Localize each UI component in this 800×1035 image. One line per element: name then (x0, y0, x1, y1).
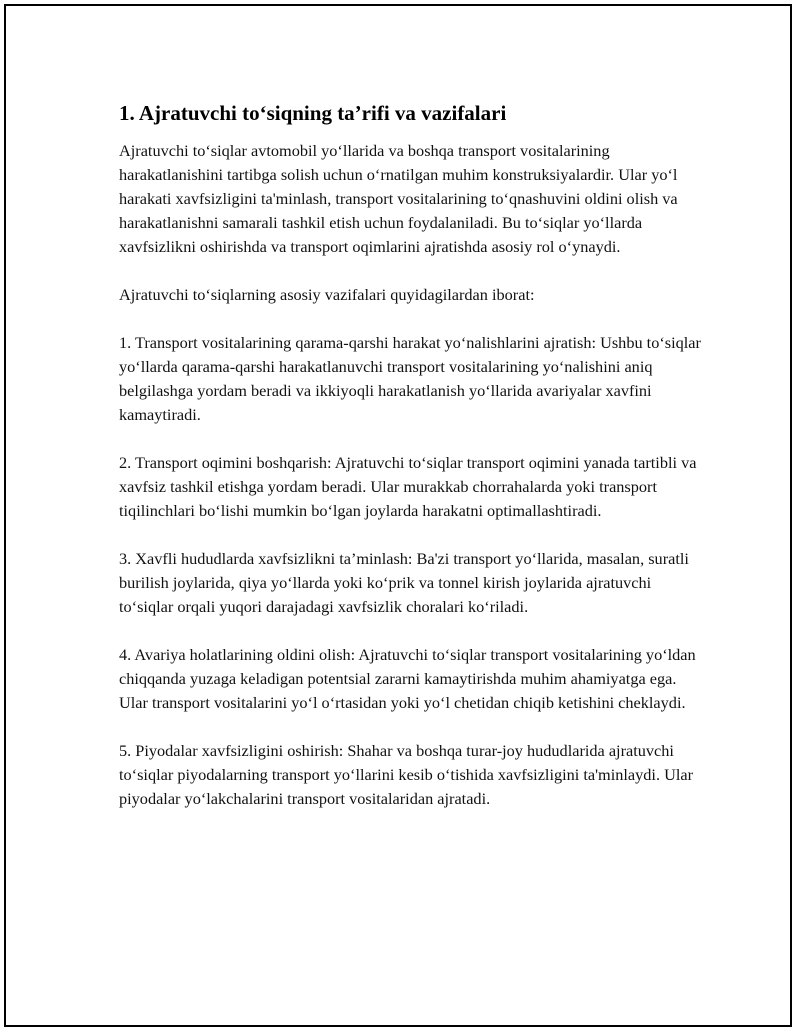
page-frame (4, 4, 792, 1027)
function-item-2: 2. Transport oqimini boshqarish: Ajratuvchi to‘siqlar transport oqimini yanada tartibli va xavfsiz tashkil etishga yordam beradi. Ular murakkab chorrahalarda yoki transport tiqilinchlari bo‘lishi mumkin bo‘lgan joylarda harakatni optimallashtiradi. (119, 453, 697, 520)
function-item-4: 4. Avariya holatlarining oldini olish: Ajratuvchi to‘siqlar transport vositalarining yo‘ldan chiqqanda yuzaga keladigan potentsial zararni kamaytirishda muhim ahamiyatga ega. Ular transport vositalarini yo‘l o‘rtasidan yoki yo‘l chetidan chiqib ketishini cheklaydi. (119, 645, 696, 712)
function-item-1: 1. Transport vositalarining qarama-qarshi harakat yo‘nalishlarini ajratish: Ushbu to‘siqlar yo‘llarda qarama-qarshi harakatlanuvchi transport vositalarining yo‘nalishini aniq belgilashga yordam beradi va ikkiyoqli harakatlanish yo‘llarida avariyalar xavfini kamaytiradi. (119, 333, 701, 424)
functions-intro-paragraph: Ajratuvchi to‘siqlarning asosiy vazifalari quyidagilardan iborat: (119, 285, 535, 304)
function-item-3: 3. Xavfli hududlarda xavfsizlikni ta’minlash: Ba'zi transport yo‘llarida, masalan, suratli burilish joylarida, qiya yo‘llarda yoki ko‘prik va tonnel kirish joylarida ajratuvchi to‘siqlar orqali yuqori darajadagi xavfsizlik choralari ko‘riladi. (119, 549, 689, 616)
document-body (119, 99, 709, 835)
section-title: 1. Ajratuvchi to‘siqning ta’rifi va vazifalari (119, 101, 507, 125)
function-item-5: 5. Piyodalar xavfsizligini oshirish: Shahar va boshqa turar-joy hududlarida ajratuvchi to‘siqlar piyodalarning transport yo‘llarini kesib o‘tishida xavfsizligini ta'minlaydi. Ular piyodalar yo‘lakchalarini transport vositalaridan ajratadi. (119, 741, 694, 808)
intro-paragraph: Ajratuvchi to‘siqlar avtomobil yo‘llarida va boshqa transport vositalarining harakatlanishini tartibga solish uchun o‘rnatilgan muhim konstruksiyalardir. Ular yo‘l harakati xavfsizligini ta'minlash, transport vositalarining to‘qnashuvini oldini olish va harakatlanishni samarali tashkil etish uchun foydalaniladi. Bu to‘siqlar yo‘llarda xavfsizlikni oshirishda va transport oqimlarini ajratishda asosiy rol o‘ynaydi. (119, 141, 678, 256)
